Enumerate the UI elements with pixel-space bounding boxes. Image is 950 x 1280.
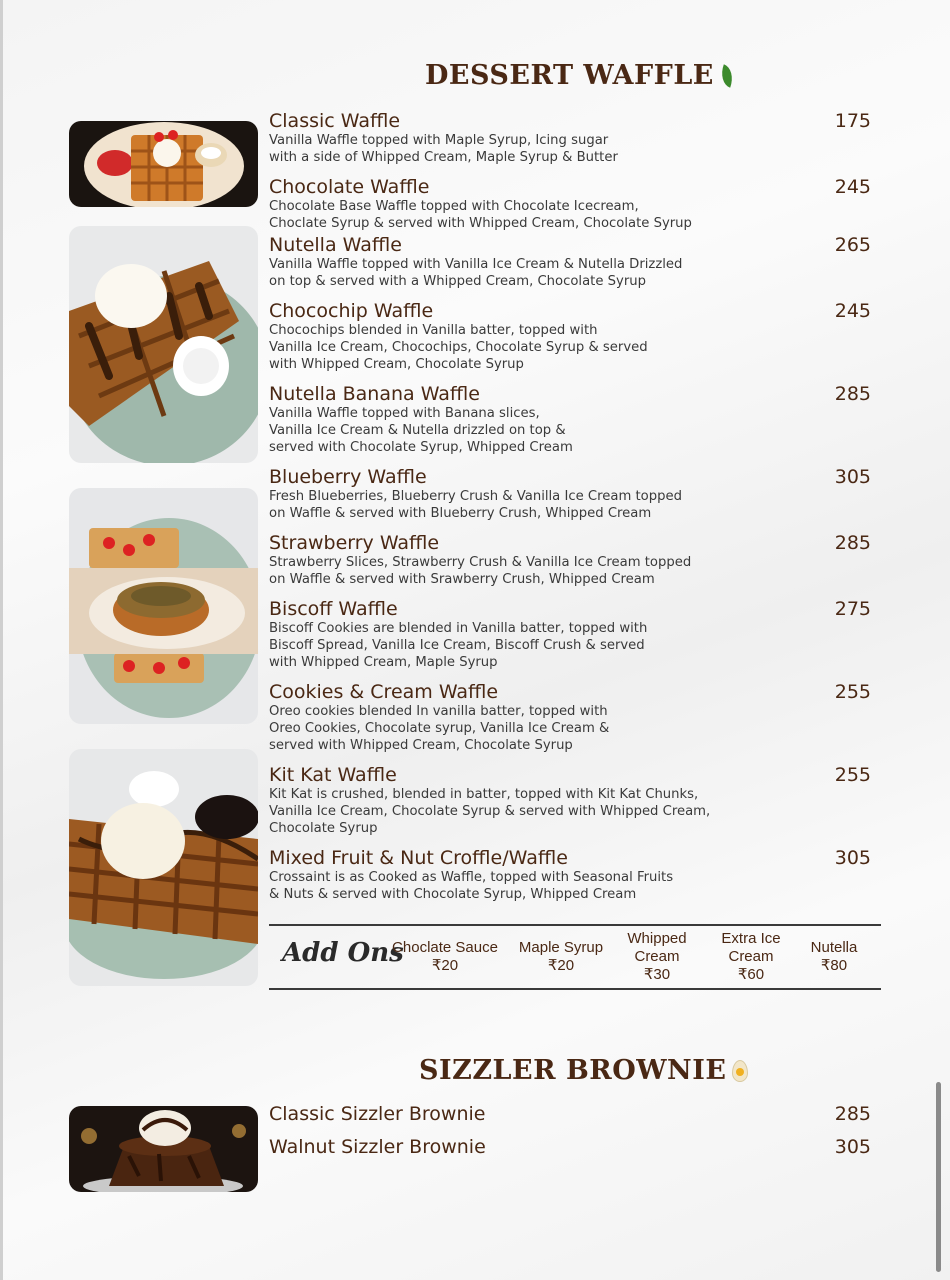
addon-name: Choclate Sauce	[392, 939, 498, 956]
menu-item-strawberry-waffle	[269, 532, 879, 588]
item-price: 305	[834, 1136, 871, 1158]
section-title-sizzler-brownie	[419, 1055, 748, 1086]
menu-item-walnut-sizzler-brownie	[269, 1136, 879, 1158]
item-desc-line: with a side of Whipped Cream, Maple Syrup & Butter	[269, 150, 618, 165]
item-desc-line: Vanilla Waffle topped with Maple Syrup, Icing sugar	[269, 133, 609, 148]
item-name: Biscoff Waffle	[269, 598, 398, 620]
item-name: Classic Waffle	[269, 110, 401, 132]
item-price: 285	[834, 383, 871, 405]
item-desc-line: Kit Kat is crushed, blended in batter, topped with Kit Kat Chunks,	[269, 787, 699, 802]
menu-item-blueberry-waffle	[269, 466, 879, 522]
addons-bar	[269, 924, 881, 990]
addon-price: ₹20	[431, 957, 459, 974]
item-desc-line: Strawberry Slices, Strawberry Crush & Vanilla Ice Cream topped	[269, 555, 692, 570]
section-title-text: DESSERT WAFFLE	[425, 60, 714, 91]
item-name: Blueberry Waffle	[269, 466, 427, 488]
addon-name: Maple Syrup	[518, 939, 604, 956]
item-price: 285	[834, 1103, 871, 1125]
kitkat-waffle-photo	[69, 749, 258, 986]
item-name: Classic Sizzler Brownie	[269, 1103, 486, 1125]
sizzler-brownie-photo	[69, 1106, 258, 1192]
menu-item-mixed-fruit-croffle	[269, 847, 879, 903]
item-price: 245	[834, 176, 871, 198]
addons-title: Add Ons	[282, 938, 404, 968]
egg-icon	[732, 1060, 748, 1082]
item-desc-line: served with Chocolate Syrup, Whipped Cream	[269, 440, 573, 455]
page-edge	[0, 0, 3, 1280]
menu-item-chocochip-waffle	[269, 300, 879, 373]
item-desc-line: Oreo Cookies, Chocolate syrup, Vanilla Ice Cream &	[269, 721, 610, 736]
item-name: Chocochip Waffle	[269, 300, 434, 322]
menu-item-nutella-waffle	[269, 234, 879, 290]
item-name: Walnut Sizzler Brownie	[269, 1136, 486, 1158]
item-name: Strawberry Waffle	[269, 532, 440, 554]
item-price: 245	[834, 300, 871, 322]
addon-price: ₹60	[737, 966, 765, 983]
item-price: 305	[834, 847, 871, 869]
item-desc-line: Biscoff Spread, Vanilla Ice Cream, Biscoff Crush & served	[269, 638, 645, 653]
item-desc-line: with Whipped Cream, Chocolate Syrup	[269, 357, 524, 372]
item-desc-line: Chocolate Base Waffle topped with Chocolate Icecream,	[269, 199, 639, 214]
classic-waffle-photo	[69, 121, 258, 207]
section-title-dessert-waffle	[425, 60, 734, 91]
menu-item-classic-waffle	[269, 110, 879, 166]
section-title-text: SIZZLER BROWNIE	[419, 1055, 727, 1086]
item-desc-line: Fresh Blueberries, Blueberry Crush & Vanilla Ice Cream topped	[269, 489, 682, 504]
item-desc-line: served with Whipped Cream, Chocolate Syrup	[269, 738, 573, 753]
item-desc-line: Crossaint is as Cooked as Waffle, topped with Seasonal Fruits	[269, 870, 674, 885]
item-desc-line: Vanilla Waffle topped with Vanilla Ice Cream & Nutella Drizzled	[269, 257, 683, 272]
item-desc-line: Vanilla Waffle topped with Banana slices,	[269, 406, 540, 421]
item-price: 265	[834, 234, 871, 256]
item-price: 175	[834, 110, 871, 132]
item-desc-line: Biscoff Cookies are blended in Vanilla batter, topped with	[269, 621, 648, 636]
addon-chocolate-sauce	[389, 926, 501, 988]
menu-item-chocolate-waffle	[269, 176, 879, 232]
item-desc-line: Vanilla Ice Cream, Chocochips, Chocolate Syrup & served	[269, 340, 648, 355]
addon-extra-ice-cream	[709, 926, 793, 988]
menu-item-nutella-banana-waffle	[269, 383, 879, 456]
item-desc-line: on top & served with a Whipped Cream, Chocolate Syrup	[269, 274, 646, 289]
item-name: Kit Kat Waffle	[269, 764, 397, 786]
addon-price: ₹80	[820, 957, 848, 974]
addon-nutella	[803, 926, 865, 988]
strawberry-waffle-photo	[69, 488, 258, 724]
item-price: 305	[834, 466, 871, 488]
addon-maple-syrup	[513, 926, 609, 988]
item-price: 255	[834, 681, 871, 703]
item-name: Chocolate Waffle	[269, 176, 430, 198]
item-desc-line: with Whipped Cream, Maple Syrup	[269, 655, 498, 670]
item-desc-line: Chocolate Syrup	[269, 821, 378, 836]
item-desc-line: Vanilla Ice Cream & Nutella drizzled on top &	[269, 423, 566, 438]
item-desc-line: on Waffle & served with Blueberry Crush, Whipped Cream	[269, 506, 652, 521]
item-price: 275	[834, 598, 871, 620]
item-desc-line: Chocochips blended in Vanilla batter, topped with	[269, 323, 598, 338]
item-price: 255	[834, 764, 871, 786]
item-desc-line: & Nuts & served with Chocolate Syrup, Whipped Cream	[269, 887, 637, 902]
item-name: Mixed Fruit & Nut Croffle/Waffle	[269, 847, 568, 869]
addon-price: ₹20	[547, 957, 575, 974]
addon-name: Whipped Cream	[627, 930, 687, 965]
menu-item-kitkat-waffle	[269, 764, 879, 837]
item-name: Cookies & Cream Waffle	[269, 681, 499, 703]
addon-whipped-cream	[619, 926, 695, 988]
nutella-waffle-photo	[69, 226, 258, 463]
item-desc-line: Vanilla Ice Cream, Chocolate Syrup & served with Whipped Cream,	[269, 804, 711, 819]
menu-item-cookies-cream-waffle	[269, 681, 879, 754]
addon-name: Nutella	[810, 939, 858, 956]
scrollbar[interactable]	[936, 1082, 941, 1272]
menu-item-biscoff-waffle	[269, 598, 879, 671]
addon-name: Extra Ice Cream	[721, 930, 781, 965]
item-desc-line: Choclate Syrup & served with Whipped Cream, Chocolate Syrup	[269, 216, 692, 231]
item-price: 285	[834, 532, 871, 554]
menu-item-classic-sizzler-brownie	[269, 1103, 879, 1125]
item-desc-line: on Waffle & served with Srawberry Crush, Whipped Cream	[269, 572, 655, 587]
addon-price: ₹30	[643, 966, 671, 983]
item-name: Nutella Waffle	[269, 234, 402, 256]
item-name: Nutella Banana Waffle	[269, 383, 480, 405]
leaf-icon	[717, 64, 737, 88]
item-desc-line: Oreo cookies blended In vanilla batter, topped with	[269, 704, 608, 719]
